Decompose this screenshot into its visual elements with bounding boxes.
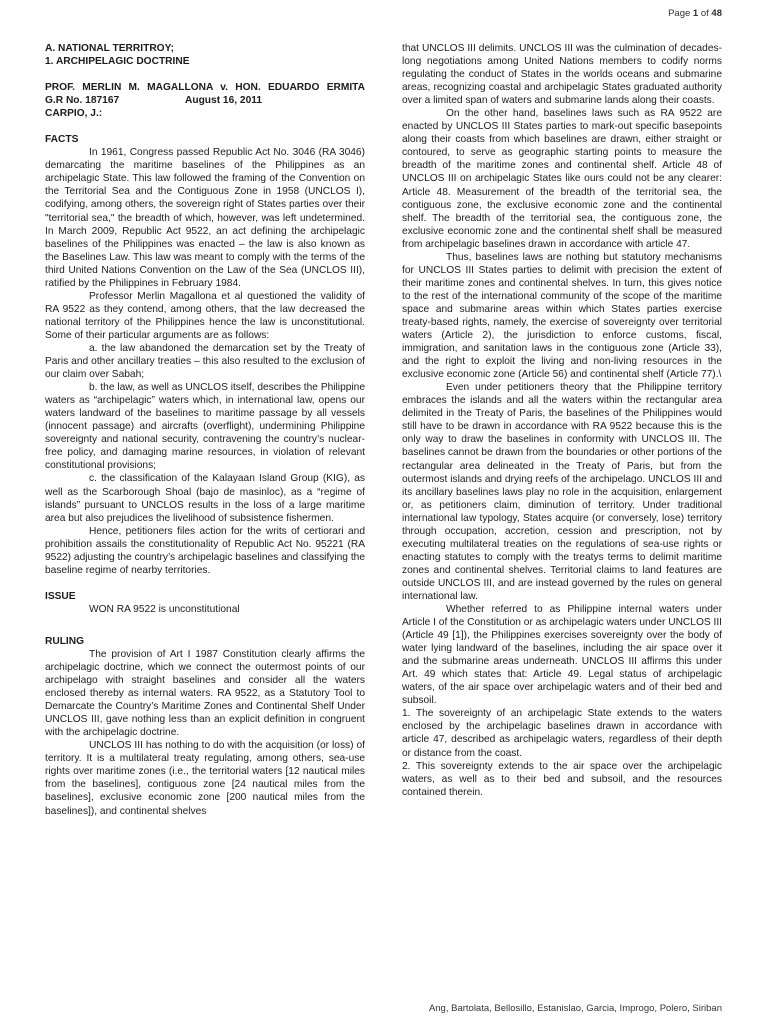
ruling-paragraph-7: Whether referred to as Philippine internal waters under Article I of the Constitution or as archipelagic waters under UNCLOS III (Article 49 [1]), the Philippines exercises sovereignty over the body of water lying landward of the baselines, including the air space over it and the submarine areas underneath. UNCLOS III affirms this under Art. 49 which states that: Article 49. Legal status of archipelagic waters, of the air space over archipelagic waters and of their bed and subsoil.: [402, 604, 722, 707]
page-total: 48: [711, 8, 722, 19]
footer-authors: Ang, Bartolata, Bellosillo, Estanislao, Garcia, Improgo, Polero, Siriban: [428, 1003, 722, 1014]
page-of: of: [700, 8, 709, 19]
facts-paragraph-1: In 1961, Congress passed Republic Act No. 3046 (RA 3046) demarcating the maritime baselines of the Philippines as an archipelagic State. This law followed the framing of the Convention on the Territorial Sea and the Contiguous Zone in 1958 (UNCLOS I), codifying, among others, the sovereign right of States parties over their "territorial sea," the breadth of which, however, was left undetermined. In March 2009, Republic Act 9522, an act defining the archipelagic baselines of the Philippines was enacted – the law is also known as the Baselines Law. This law was meant to comply with the terms of the third United Nations Convention on the Law of the Sea (UNCLOS III), ratified by the Philippines in February 1984.: [45, 147, 365, 289]
argument-c: c. the classification of the Kalayaan Island Group (KIG), as well as the Scarborough Shoal (bajo de masinloc), as a “regime of islands” pursuant to UNCLOS results in the loss of a large maritime area but also prejudices the livelihood of subsistence fishermen.: [45, 473, 365, 524]
ruling-paragraph-1: The provision of Art I 1987 Constitution clearly affirms the archipelagic doctrine, which we connect the outermost points of our archipelago with straight baselines and consider all the waters enclosed thereby as internal waters. RA 9522, as a Statutory Tool to Demarcate the Country’s Maritime Zones and Continental Shelf Under UNCLOS III, gave nothing less than an explicit definition in congruent with the archipelagic doctrine.: [45, 648, 365, 739]
page-current: 1: [692, 8, 699, 19]
ruling-paragraph-5: Thus, baselines laws are nothing but statutory mechanisms for UNCLOS III States parties to delimit with precision the extent of their maritime zones and continental shelves. In turn, this gives notice to the rest of the international community of the scope of the maritime space and submarine areas within which States parties exercise treaty-based rights, namely, the exercise of sovereignty over territorial waters (Article 2), the jurisdiction to enforce customs, fiscal, immigration, and sanitation laws in the contiguous zone (Article 33), and the right to exploit the living and non-living resources in the exclusive economic zone (Article 56) and continental shelf (Article 77).\: [402, 251, 722, 381]
ruling-paragraph-6: Even under petitioners theory that the Philippine territory embraces the islands and all the waters within the rectangular area delimited in the Treaty of Paris, the baselines of the Philippines would still have to be drawn in accordance with RA 9522 because this is the only way to draw the baselines in conformity with UNCLOS III. The baselines cannot be drawn from the boundaries or other portions of the rectangular area delineated in the Treaty of Paris, but from the outermost islands and drying reefs of the archipelago. UNCLOS III and its ancillary baselines laws play no role in the acquisition, enlargement or, as petitioners claim, diminution of territory. Under traditional international law typology, States acquire (or conversely, lose) territory through occupation, accretion, cession and prescription, not by executing multilateral treaties on the regulations of sea-use rights or enacting statutes to comply with the treatys terms to delimit maritime zones and continental shelves. Territorial claims to land features are outside UNCLOS III, and are instead governed by the rules on general international law.: [402, 382, 722, 602]
right-column: [402, 42, 722, 799]
ponente: CARPIO, J.:: [45, 108, 103, 120]
facts-heading: FACTS: [45, 134, 79, 146]
argument-a: a. the law abandoned the demarcation set by the Treaty of Paris and other ancillary treaties – this also resulted to the exclusion of our claim over Sabah;: [45, 342, 365, 381]
ruling-paragraph-4: On the other hand, baselines laws such as RA 9522 are enacted by UNCLOS III States parties to mark-out specific basepoints along their coasts from which baselines are drawn, either straight or contoured, to serve as geographic starting points to measure the breadth of the maritime zones and continental shelf. Article 48 of UNCLOS III on archipelagic States like ours could not be any clearer: Article 48. Measurement of the breadth of the territorial sea, the contiguous zone, the exclusive economic zone and the continental shelf. The breadth of the territorial sea, the contiguous zone, the exclusive economic zone and the continental shelf shall be measured from archipelagic baselines drawn in accordance with article 47.: [402, 108, 722, 250]
page-number: [668, 8, 722, 19]
page-label: Page: [668, 8, 691, 19]
ruling-paragraph-2: UNCLOS III has nothing to do with the acquisition (or loss) of territory. It is a multilateral treaty regulating, among others, sea-use rights over maritime zones (i.e., the territorial waters [12 nautical miles from the baselines], contiguous zone [24 nautical miles from the baselines], exclusive economic zone [200 nautical miles from the baselines]), and continental shelves: [45, 740, 365, 817]
issue-heading: ISSUE: [45, 590, 76, 602]
case-title: PROF. MERLIN M. MAGALLONA v. HON. EDUARDO ERMITA: [45, 82, 365, 94]
ruling-heading: RULING: [45, 635, 85, 647]
left-column: [45, 42, 365, 818]
numbered-item-2: 2. This sovereignty extends to the air space over the archipelagic waters, as well as to their bed and subsoil, and the resources contained therein.: [402, 760, 722, 798]
issue-text: WON RA 9522 is unconstitutional: [89, 603, 240, 615]
argument-b: b. the law, as well as UNCLOS itself, describes the Philippine waters as “archipelagic” waters which, in international law, opens our waters landward of the baselines to maritime passage by all vessels (innocent passage) and aircrafts (overflight), undermining Philippine sovereignty and national security, contravening the country’s nuclear-free policy, and damaging marine resources, in violation of relevant constitutional provisions;: [45, 382, 365, 472]
subtopic-line: 1. ARCHIPELAGIC DOCTRINE: [45, 56, 190, 68]
topic-line: A. NATIONAL TERRITROY;: [45, 43, 175, 54]
facts-paragraph-2: Professor Merlin Magallona et al questioned the validity of RA 9522 as they contend, among others, that the law decreased the national territory of the Philippines hence the law is unconstitutional. Some of their particular arguments are as follows:: [45, 290, 365, 341]
gr-number: G.R No. 187167: [45, 95, 120, 107]
numbered-item-1: 1. The sovereignty of an archipelagic State extends to the waters enclosed by the archipelagic baselines drawn in accordance with article 47, described as archipelagic waters, regardless of their depth or distance from the coast.: [402, 708, 722, 759]
case-citation: [45, 94, 365, 107]
case-date: August 16, 2011: [185, 95, 263, 107]
ruling-paragraph-3: that UNCLOS III delimits. UNCLOS III was the culmination of decades-long negotiations among United Nations members to codify norms regulating the conduct of States in the worlds oceans and submarine areas, recognizing coastal and archipelagic States graduated authority over a limited span of waters and submarine lands along their coasts.: [402, 43, 722, 107]
facts-paragraph-3: Hence, petitioners files action for the writs of certiorari and prohibition assails the constitutionality of Republic Act No. 95221 (RA 9522) adjusting the country’s archipelagic baselines and classifying the baseline regime of nearby territories.: [45, 525, 365, 576]
document-header: [45, 42, 365, 120]
